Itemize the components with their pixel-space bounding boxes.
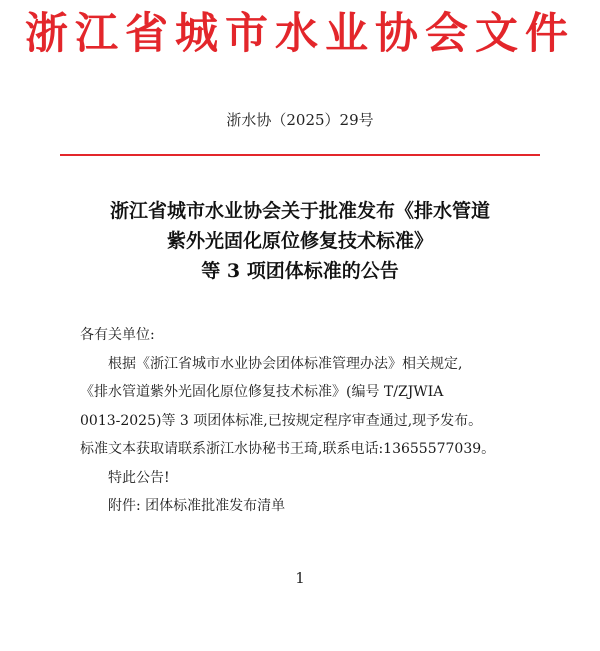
notice-title: [0, 196, 600, 286]
red-separator-line: [60, 154, 540, 156]
document-number: 浙水协（2025）29号: [226, 111, 374, 129]
body-paragraph-line: 《排水管道紫外光固化原位修复技术标准》(编号 T/ZJWIA: [80, 384, 444, 400]
body-paragraph-line: 0013-2025)等 3 项团体标准,已按规定程序审查通过,现予发布。: [80, 412, 483, 429]
notice-title-line-2: 紫外光固化原位修复技术标准》: [166, 230, 433, 252]
notice-body: [80, 321, 542, 521]
page-number: 1: [295, 569, 305, 587]
notice-title-line-3: 等 3 项团体标准的公告: [201, 260, 399, 282]
document-masthead: 浙江省城市水业协会文件: [25, 9, 575, 59]
attachment-link[interactable]: 附件: 团体标准批准发布清单: [108, 498, 286, 514]
body-paragraph-line: 标准文本获取请联系浙江水协秘书王琦,联系电话:13655577039。: [80, 441, 496, 457]
notice-title-line-1: 浙江省城市水业协会关于批准发布《排水管道: [109, 200, 490, 222]
body-paragraph-line: 根据《浙江省城市水业协会团体标准管理办法》相关规定,: [108, 355, 463, 372]
closing-remark: 特此公告!: [108, 469, 170, 486]
salutation: 各有关单位:: [80, 327, 155, 343]
